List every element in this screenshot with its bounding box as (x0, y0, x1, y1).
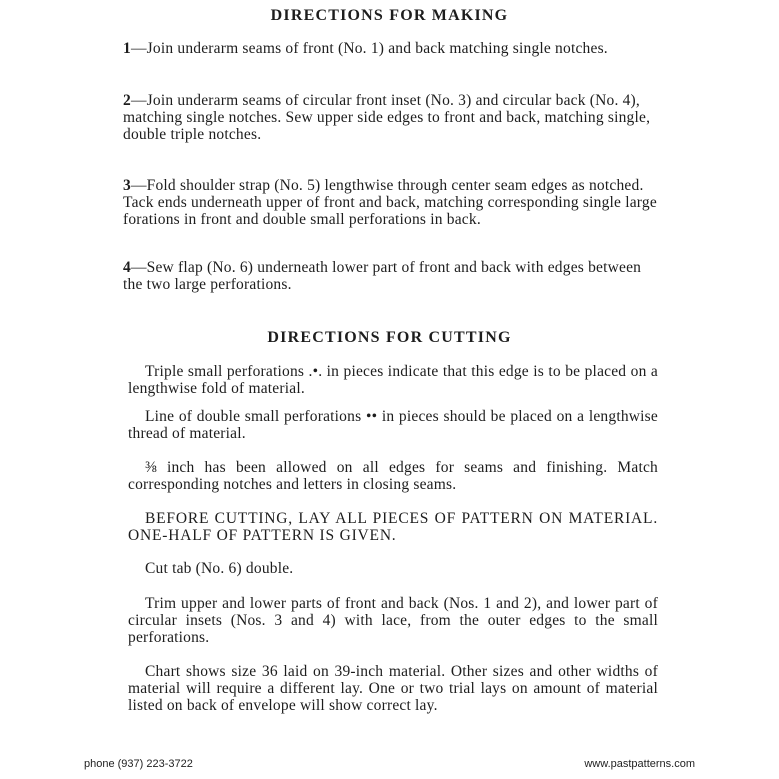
step-number: 3 (123, 177, 131, 194)
cutting-paragraph-fold: Triple small perforations .•. in pieces indicate that this edge is to be placed on a lengthwise fold of material. (128, 363, 658, 397)
cutting-paragraph-before-cutting: BEFORE CUTTING, LAY ALL PIECES OF PATTERN ON MATERIAL. ONE-HALF OF PATTERN IS GIVEN. (128, 510, 658, 544)
step-number: 1 (123, 40, 131, 57)
cutting-paragraph-trim: Trim upper and lower parts of front and back (Nos. 1 and 2), and lower part of circular insets (Nos. 3 and 4) with lace, from the outer edges to the small perforations. (128, 595, 658, 646)
cutting-paragraph-seams: ⅜ inch has been allowed on all edges for seams and finishing. Match corresponding notches and letters in closing seams. (128, 459, 658, 493)
step-text: —Sew flap (No. 6) underneath lower part of front and back with edges between the two large perforations. (123, 259, 642, 293)
cutting-paragraph-thread: Line of double small perforations •• in pieces should be placed on a lengthwise thread of material. (128, 408, 658, 442)
footer-phone: phone (937) 223-3722 (84, 758, 193, 770)
step-text: —Fold shoulder strap (No. 5) lengthwise through center seam edges as notched. Tack ends underneath upper of front and back, matching corresponding single large forations in front and double small perforations in back. (123, 177, 657, 228)
cutting-paragraph-chart: Chart shows size 36 laid on 39-inch material. Other sizes and other widths of material will require a different lay. One or two trial lays on amount of material listed on back of envelope will show correct lay. (128, 663, 658, 714)
step-number: 4 (123, 259, 131, 276)
step-text: —Join underarm seams of circular front inset (No. 3) and circular back (No. 4), matching single notches. Sew upper side edges to front and back, matching single, double triple notches. (123, 92, 651, 143)
footer-url[interactable]: www.pastpatterns.com (584, 758, 695, 770)
making-step-1 (123, 40, 663, 57)
cutting-paragraph-cut-tab: Cut tab (No. 6) double. (145, 560, 294, 577)
making-step-3 (123, 177, 663, 228)
making-step-4 (123, 259, 663, 293)
cutting-heading: DIRECTIONS FOR CUTTING (267, 329, 512, 346)
making-heading: DIRECTIONS FOR MAKING (270, 7, 509, 24)
making-step-2 (123, 92, 663, 143)
step-number: 2 (123, 92, 131, 109)
step-text: —Join underarm seams of front (No. 1) and back matching single notches. (130, 40, 608, 57)
